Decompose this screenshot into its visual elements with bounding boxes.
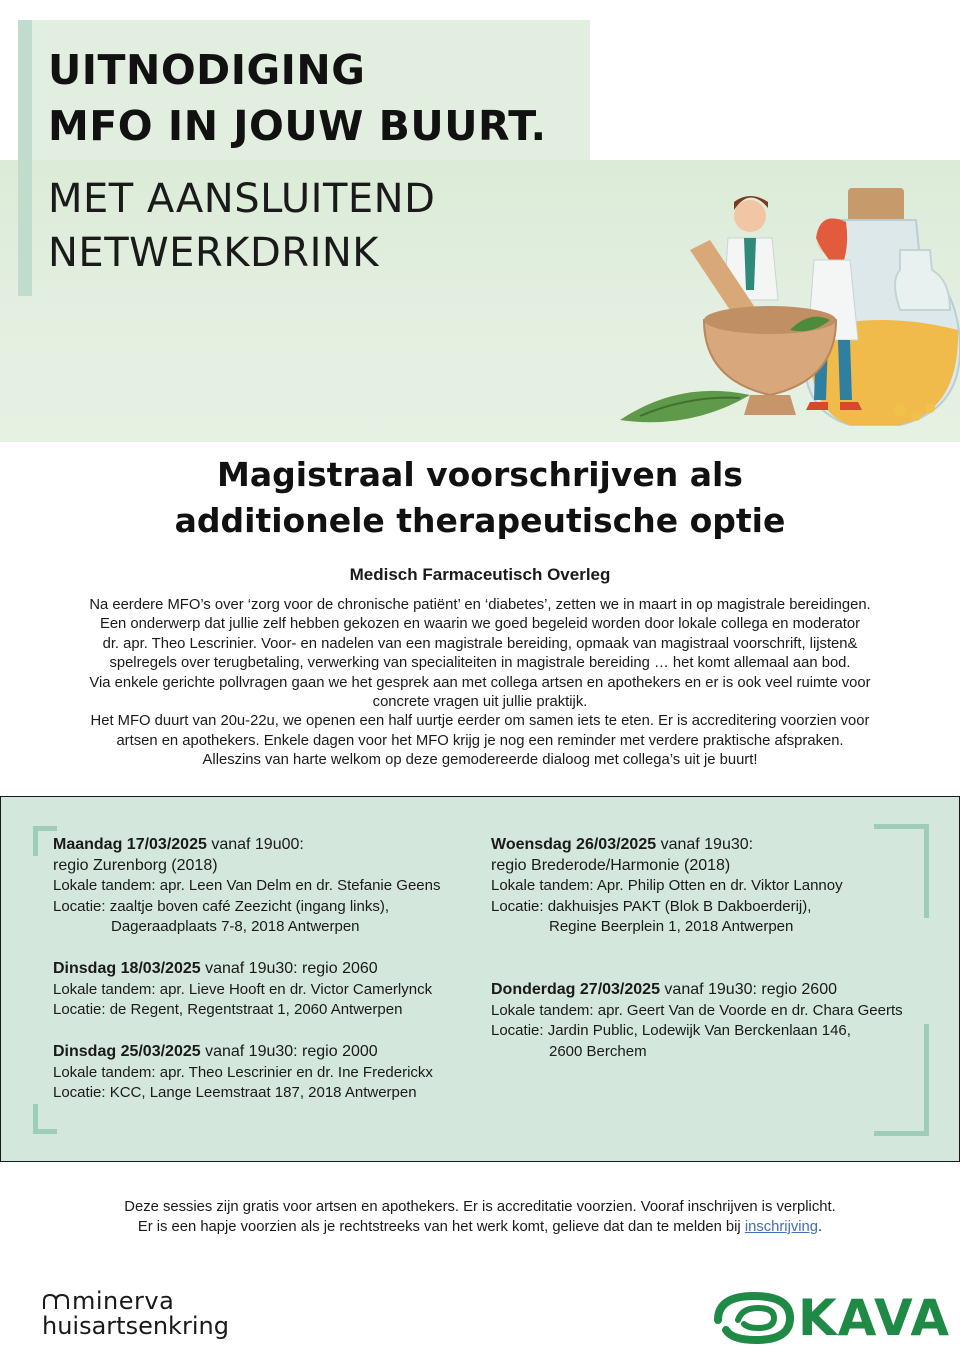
session-maandag (53, 835, 440, 938)
session-address: Dageraadplaats 7-8, 2018 Antwerpen (111, 918, 360, 935)
intro-line: spelregels over terugbetaling, verwerking van specialiteiten in magistrale bereiding … het komt allemaal aan bod. (109, 655, 851, 672)
hero-title (48, 42, 547, 154)
page-headline (0, 452, 960, 544)
inschrijving-link[interactable]: inschrijving (744, 1219, 819, 1235)
footer-line2-prefix: Er is een hapje voorzien als je rechtstreeks van het werk komt, gelieve dat dan te melden bij (137, 1219, 745, 1235)
page-subhead: Medisch Farmaceutisch Overleg (349, 565, 611, 584)
session-address: Regine Beerplein 1, 2018 Antwerpen (549, 918, 794, 935)
headline-line1: Magistraal voorschrijven als (217, 455, 743, 494)
session-location: Locatie: zaaltje boven café Zeezicht (ingang links), (53, 897, 390, 915)
mortar-base (744, 395, 796, 415)
footer-line2-suffix: . (818, 1219, 823, 1235)
intro-line: artsen en apothekers. Enkele dagen voor het MFO krijg je nog een reminder met verdere praktische afspraken. (116, 732, 844, 749)
hero-title-line1: UITNODIGING (48, 46, 366, 94)
intro-line: Na eerdere MFO’s over ‘zorg voor de chronische patiënt’ en ‘diabetes’, zetten we in maart in op magistrale bereidingen. (89, 597, 871, 613)
session-date: Donderdag 27/03/2025 (491, 981, 660, 998)
session-location: Locatie: de Regent, Regentstraat 1, 2060 Antwerpen (53, 1001, 403, 1018)
session-date: Dinsdag 18/03/2025 (53, 960, 201, 977)
footer-line1: Deze sessies zijn gratis voor artsen en apothekers. Er is accreditatie voorzien. Vooraf inschrijven is verplicht. (124, 1199, 836, 1215)
hero-subtitle-line1: MET AANSLUITEND (48, 176, 436, 222)
session-tandem: Lokale tandem: apr. Theo Lescrinier en dr. Ine Frederickx (53, 1063, 433, 1081)
session-dinsdag-25 (53, 1042, 433, 1104)
intro-paragraph (40, 596, 920, 771)
bottle-cork (848, 188, 904, 222)
pill-3 (925, 403, 935, 413)
bracket-top-right (874, 824, 929, 918)
session-location: Locatie: Jardin Public, Lodewijk Van Berckenlaan 146, (491, 1022, 851, 1039)
session-location: Locatie: dakhuisjes PAKT (Blok B Dakboerderij), (491, 897, 812, 915)
bracket-bottom-left (33, 1104, 57, 1134)
session-woensdag (491, 835, 843, 938)
minerva-logo (42, 1287, 282, 1340)
pharmacists-mortar-illustration (600, 180, 960, 442)
session-region: regio Brederode/Harmonie (2018) (491, 856, 731, 874)
minerva-wave-icon (42, 1293, 72, 1311)
session-time: vanaf 19u30: regio 2000 (200, 1043, 378, 1060)
session-region: regio Zurenborg (2018) (53, 856, 218, 874)
hero-accent-bar (18, 20, 32, 296)
man-shirt (744, 238, 756, 290)
intro-line: concrete vragen uit jullie praktijk. (372, 694, 588, 711)
session-time: vanaf 19u30: (656, 836, 754, 853)
session-time: vanaf 19u30: regio 2600 (659, 981, 837, 998)
hero-subtitle (48, 172, 435, 280)
footer-line2 (0, 1217, 960, 1237)
headline-line2: additionele therapeutische optie (174, 501, 786, 540)
intro-line: Alleszins van harte welkom op deze gemodereerde dialoog met collega’s uit je buurt! (202, 752, 758, 769)
session-time: vanaf 19u00: (206, 836, 304, 853)
herb-leaves (620, 391, 750, 422)
pill-2 (911, 411, 921, 421)
session-date: Dinsdag 25/03/2025 (53, 1043, 201, 1060)
hero-title-line2: MFO IN JOUW BUURT. (48, 102, 547, 150)
intro-line: Via enkele gerichte pollvragen gaan we het gesprek aan met collega artsen en apothekers en er is ook veel ruimte voor (89, 674, 871, 691)
kava-swoosh-icon (712, 1290, 796, 1346)
kava-wordmark: KAVA (798, 1289, 951, 1347)
session-date: Woensdag 26/03/2025 (491, 836, 657, 853)
man-head (734, 200, 766, 232)
session-date: Maandag 17/03/2025 (53, 836, 207, 853)
session-location: Locatie: KCC, Lange Leemstraat 187, 2018 Antwerpen (53, 1084, 417, 1101)
intro-line: Een onderwerp dat jullie zelf hebben gekozen en waarin we goed begeleid worden door lokale collega en moderator (99, 616, 861, 633)
session-time: vanaf 19u30: regio 2060 (200, 960, 378, 977)
intro-line: dr. apr. Theo Lescrinier. Voor- en nadelen van een magistrale bereiding, opmaak van magistraal voorschrift, lijsten& (102, 635, 858, 652)
session-tandem: Lokale tandem: apr. Lieve Hooft en dr. Victor Camerlynck (53, 980, 433, 998)
session-tandem: Lokale tandem: Apr. Philip Otten en dr. Viktor Lannoy (491, 877, 843, 894)
hero-subtitle-line2: NETWERKDRINK (48, 230, 380, 276)
pill-1 (894, 404, 906, 416)
minerva-logo-line1 (42, 1287, 282, 1315)
intro-line: Het MFO duurt van 20u-22u, we openen een half uurtje eerder om samen iets te eten. Er is accreditering voorzien voor (90, 713, 870, 730)
footer-note (0, 1197, 960, 1237)
hero-banner (0, 0, 960, 442)
session-donderdag (491, 980, 903, 1062)
minerva-name: minerva (72, 1287, 175, 1315)
small-bottle (895, 250, 950, 310)
minerva-logo-line2: huisartsenkring (42, 1312, 229, 1340)
session-tandem: Lokale tandem: apr. Leen Van Delm en dr. Stefanie Geens (53, 877, 441, 894)
kava-logo (712, 1289, 951, 1350)
session-tandem: Lokale tandem: apr. Geert Van de Voorde en dr. Chara Geerts (491, 1001, 903, 1019)
session-address: 2600 Berchem (549, 1042, 647, 1060)
session-dinsdag-18 (53, 959, 432, 1021)
